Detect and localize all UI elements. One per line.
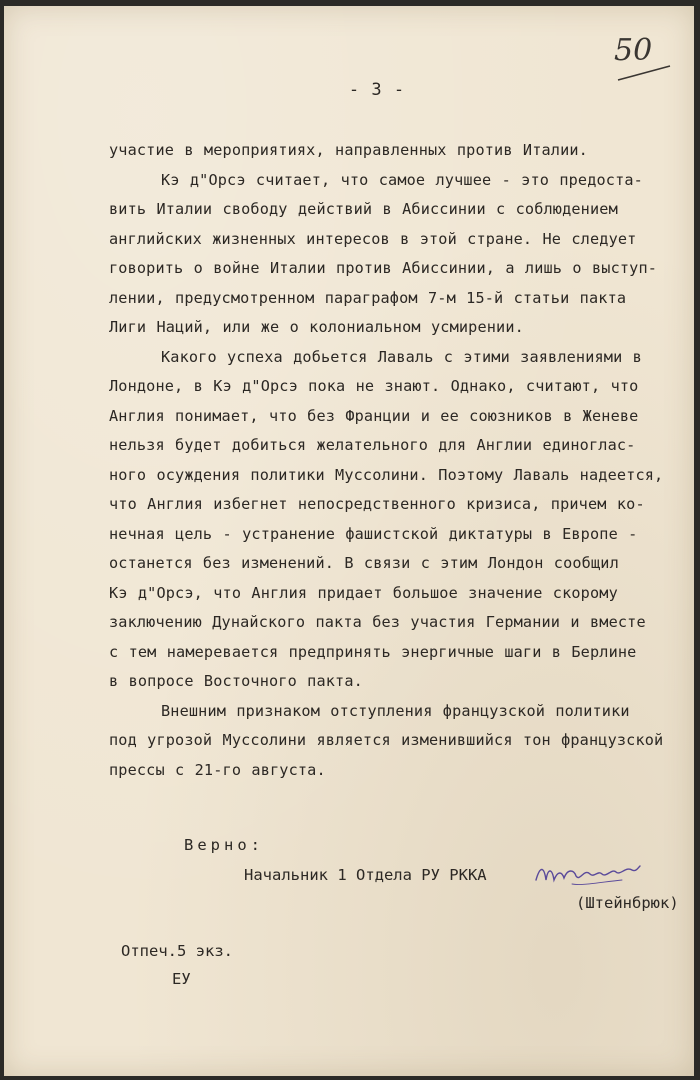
text-line: нельзя будет добиться желательного для Англии единоглас-	[109, 436, 636, 454]
text-line: останется без изменений. В связи с этим Лондон сообщил	[109, 554, 619, 572]
document-body	[109, 136, 689, 785]
text-line: Какого успеха добьется Лаваль с этими заявлениями в	[161, 347, 642, 366]
signature-stroke	[536, 866, 640, 880]
signatory-position: Начальник 1 Отдела РУ РККА	[244, 866, 487, 884]
text-line: в вопросе Восточного пакта.	[109, 672, 363, 690]
text-line: Лиги Наций, или же о колониальном усмирении.	[109, 318, 524, 336]
paragraph-3	[109, 343, 689, 697]
text-line: вить Италии свободу действий в Абиссинии с соблюдением	[109, 200, 618, 218]
signatory-name: (Штейнбрюк)	[576, 894, 679, 912]
certified-label: Верно:	[184, 836, 264, 854]
paragraph-1	[109, 136, 689, 166]
page-number: - 3 -	[348, 80, 406, 100]
text-line: с тем намеревается предпринять энергичные шаги в Берлине	[109, 642, 637, 661]
text-line: ного осуждения политики Муссолини. Поэтому Лаваль надеется,	[109, 465, 664, 484]
text-line: заключению Дунайского пакта без участия Германии и вместе	[109, 613, 646, 631]
text-line: что Англия избегнет непосредственного кризиса, причем ко-	[109, 495, 645, 513]
text-line: Англия понимает, что без Франции и ее союзников в Женеве	[109, 406, 639, 425]
typist-initials: ЕУ	[172, 970, 191, 988]
text-line: говорить о войне Италии против Абиссинии, а лишь о выступ-	[109, 259, 658, 277]
text-line: Внешним признаком отступления французской политики	[161, 701, 630, 720]
text-line: под угрозой Муссолини является изменившийся тон французской	[109, 731, 664, 749]
text-line: английских жизненных интересов в этой стране. Не следует	[109, 229, 637, 248]
paragraph-2	[109, 166, 689, 343]
text-line: Кэ д"Орсэ считает, что самое лучшее - это предоста-	[161, 170, 643, 189]
text-line: прессы с 21-го августа.	[109, 760, 326, 779]
archive-number-stroke	[618, 66, 670, 80]
text-line: нечная цель - устранение фашистской диктатуры в Европе -	[109, 524, 638, 543]
signature-underline	[572, 880, 622, 885]
text-line: Кэ д"Орсэ, что Англия придает большое значение скорому	[109, 583, 618, 602]
paragraph-4	[109, 697, 689, 786]
text-line: участие в мероприятиях, направленных против Италии.	[109, 141, 588, 159]
handwritten-signature	[532, 856, 644, 892]
text-line: Лондоне, в Кэ д"Орсэ пока не знают. Однако, считают, что	[109, 377, 639, 395]
archive-number-text: 50	[614, 33, 653, 68]
copies-note: Отпеч.5 экз.	[121, 942, 233, 960]
text-line: лении, предусмотренном параграфом 7-м 15-й статьи пакта	[109, 288, 627, 307]
document-page	[4, 6, 694, 1076]
